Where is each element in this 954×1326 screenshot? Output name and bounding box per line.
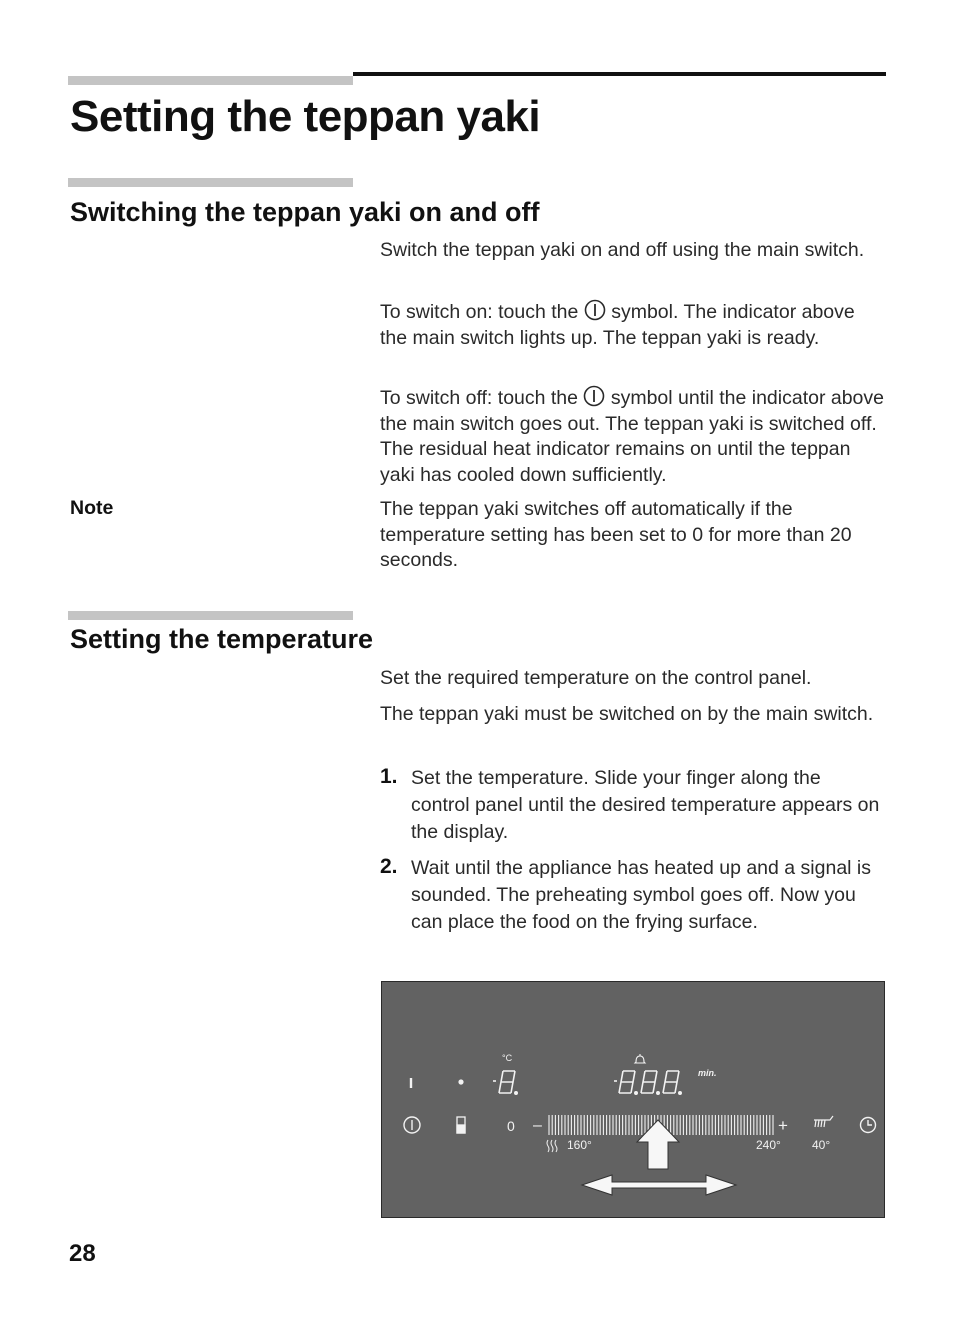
- temperature-160-label: 160°: [567, 1138, 592, 1152]
- step-2-number: 2.: [380, 855, 398, 878]
- switch-off-text-start: To switch off: touch the: [380, 387, 578, 409]
- temperature-240-label: 240°: [756, 1138, 781, 1152]
- section2-paragraph-2: The teppan yaki must be switched on by the main switch.: [380, 703, 874, 725]
- title-rule-grey: [68, 76, 353, 85]
- note-label: Note: [70, 497, 114, 519]
- page-number: 28: [69, 1240, 96, 1267]
- section2-paragraph-1: Set the required temperature on the control panel.: [380, 667, 812, 689]
- title-rule-black: [353, 72, 886, 76]
- bell-icon: [635, 1054, 645, 1063]
- page-title: Setting the teppan yaki: [70, 92, 541, 141]
- minus-label: –: [533, 1117, 542, 1134]
- section2-rule: [68, 611, 353, 620]
- switch-on-text-end: symbol. The indicator above the main switch lights up. The teppan yaki is ready.: [380, 301, 855, 349]
- main-switch-icon: [584, 299, 606, 321]
- note-text: The teppan yaki switches off automatically if the temperature setting has been set to 0 for more than 20 seconds.: [380, 498, 852, 571]
- degree-celsius-label: °C: [502, 1053, 513, 1063]
- power-icon: [404, 1117, 420, 1133]
- temperature-digit-display: [493, 1071, 517, 1094]
- main-switch-icon: [583, 385, 605, 407]
- keep-warm-icon: [457, 1117, 465, 1133]
- zero-label: 0: [507, 1118, 515, 1134]
- section1-paragraph-3: [380, 385, 885, 488]
- step-1-number: 1.: [380, 765, 398, 788]
- section1-paragraph-2: [380, 299, 885, 351]
- section2-heading: Setting the temperature: [70, 624, 374, 654]
- switch-on-text-start: To switch on: touch the: [380, 301, 579, 323]
- section1-rule: [68, 178, 353, 187]
- grill-icon: [814, 1116, 833, 1127]
- section1-paragraph-1: Switch the teppan yaki on and off using the main switch.: [380, 239, 865, 261]
- horizontal-arrow-icon: [582, 1175, 736, 1195]
- step-1-text: Set the temperature. Slide your finger along the control panel until the desired temperature appears on the display.: [411, 767, 880, 843]
- temperature-40-label: 40°: [812, 1138, 831, 1152]
- up-arrow-icon: [637, 1120, 679, 1169]
- plus-label: +: [778, 1116, 788, 1135]
- indicator-dot: [458, 1079, 463, 1084]
- timer-digit-display: [614, 1071, 681, 1094]
- step-2-text: Wait until the appliance has heated up and a signal is sounded. The preheating symbol goes off. Now you can place the food on the frying surface.: [411, 857, 872, 933]
- minutes-label: min.: [698, 1068, 717, 1078]
- switch-off-text-end: symbol until the indicator above the main switch goes out. The teppan yaki is switched off. The residual heat indicator remains on until the teppan yaki has cooled down sufficiently.: [380, 387, 884, 486]
- heat-icon: [547, 1140, 557, 1152]
- clock-icon: [861, 1118, 876, 1133]
- control-panel-drawing: [382, 982, 884, 1217]
- control-panel-illustration: [381, 981, 885, 1218]
- section1-heading: Switching the teppan yaki on and off: [70, 197, 540, 227]
